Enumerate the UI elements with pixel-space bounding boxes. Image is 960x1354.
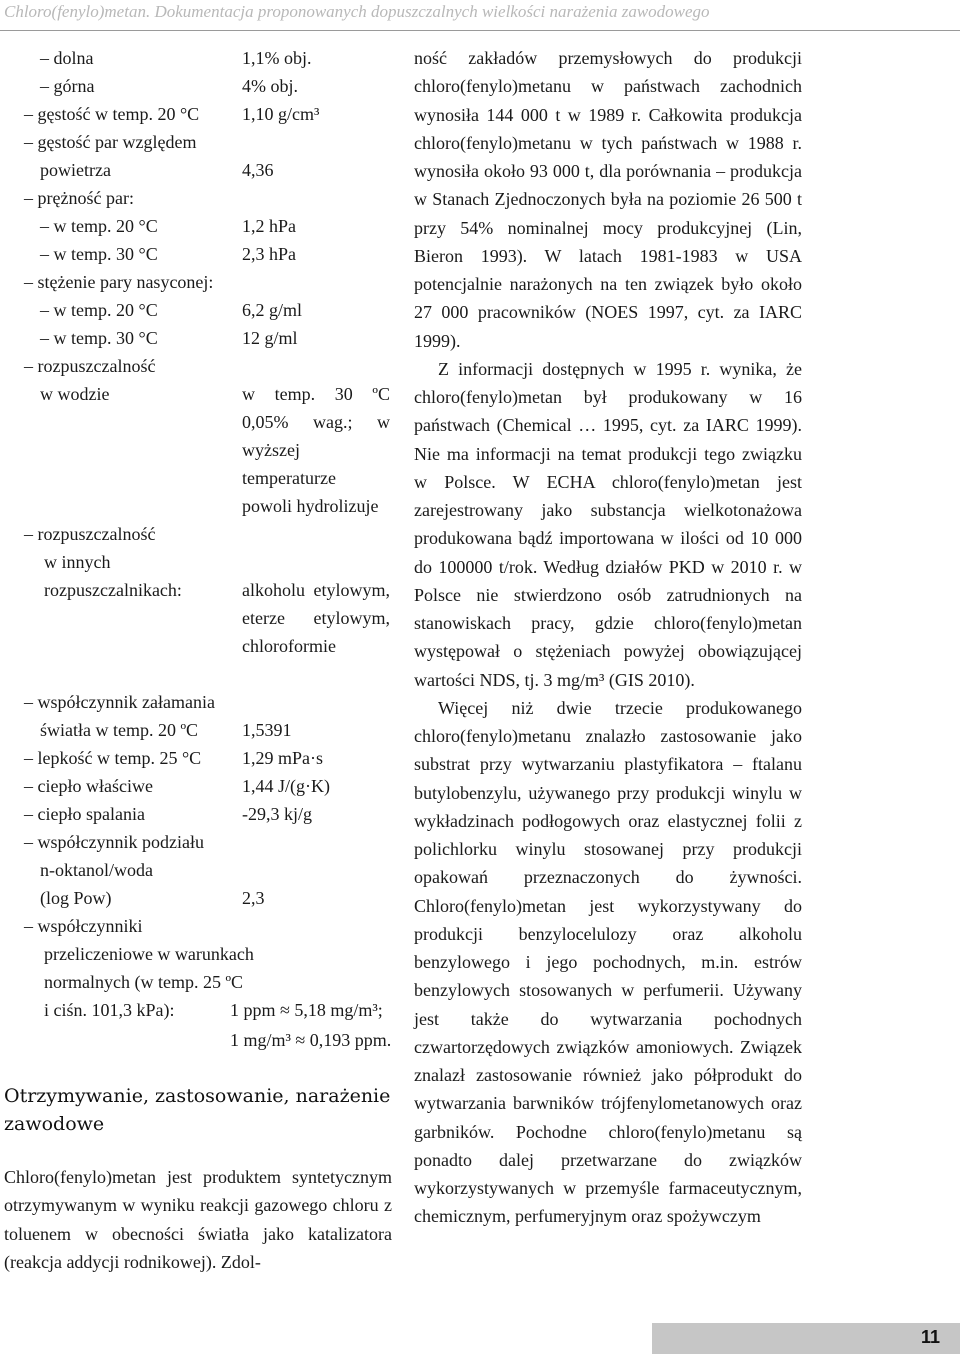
property-value: 4% obj. [242, 76, 298, 96]
property-label: przeliczeniowe w warunkach [44, 944, 254, 964]
property-label: normalnych (w temp. 25 ºC [44, 972, 244, 992]
property-label: – prężność par: [24, 188, 134, 208]
paragraph: ność zakładów przemysłowych do produkcji chloro(fenylo)metanu w państwach zachodnich wynosiła 144 000 t w 1989 r. Całkowita produkcja chloro(fenylo)metanu w tych państwach w 1988 r. wynosiła około 93 000 t, dla porównania – produkcja w Stanach Zjednoczonych była na poziomie 26 500 t przy 54% nominalnej mocy produkcyjnej (Lin, Bieron 1993). W latach 1981-1983 w USA potencjalnie narażonych na ten związek było około 27 000 pracowników (NOES 1997, cyt. za IARC 1999). [414, 48, 802, 351]
property-label: – ciepło właściwe [24, 776, 153, 796]
property-label: – współczynnik załamania [24, 692, 215, 712]
right-column [414, 44, 802, 1231]
property-label: i ciśn. 101,3 kPa): [44, 1000, 175, 1020]
property-value-multiline: w temp. 30 ºC 0,05% wag.; w wyższej temperaturze powoli hydrolizuje [242, 384, 390, 516]
property-value: 4,36 [242, 160, 274, 180]
property-label: – w temp. 30 °C [40, 244, 158, 264]
property-value: 1 ppm ≈ 5,18 mg/m³; [230, 1000, 383, 1020]
property-value: 1,29 mPa·s [242, 748, 323, 768]
property-label: – rozpuszczalność [24, 356, 156, 376]
property-label: rozpuszczalnikach: [44, 580, 182, 600]
section-heading: Otrzymywanie, zastosowanie, narażenie zawodowe [4, 1085, 391, 1135]
property-value: 1,44 J/(g·K) [242, 776, 330, 796]
property-label: n-oktanol/woda [40, 860, 153, 880]
property-label: – współczynniki [24, 916, 143, 936]
property-value: 1 mg/m³ ≈ 0,193 ppm. [230, 1030, 392, 1050]
property-value-multiline: alkoholu etylowym, eterze etylowym, chloroformie [242, 580, 390, 656]
page-number: 11 [920, 1327, 940, 1347]
property-label: – współczynnik podziału [24, 832, 204, 852]
property-label: – w temp. 20 °C [40, 216, 158, 236]
property-value: 12 g/ml [242, 328, 298, 348]
property-label: – lepkość w temp. 25 °C [24, 748, 202, 768]
property-label: światła w temp. 20 ºC [40, 720, 199, 740]
property-label: – gęstość par względem [24, 132, 197, 152]
property-label: – rozpuszczalność [24, 524, 156, 544]
property-label: – dolna [40, 48, 94, 68]
property-label: – ciepło spalania [24, 804, 145, 824]
property-value: 1,1% obj. [242, 48, 312, 68]
property-value: 6,2 g/ml [242, 300, 303, 320]
paragraph: Z informacji dostępnych w 1995 r. wynika, że chloro(fenylo)metan był produkowany w 16 państwach (Chemical … 1995, cyt. za IARC 1999). Nie ma informacji na temat produkcji tego związku w Polsce. W ECHA chloro(fenylo)metan jest zarejestrowany jako substancja wielkotonażowa produkowana bądź importowana w ilości od 10 000 do 100000 t/rok. Według działów PKD w 2010 r. w Polsce nie stwierdzono osób zatrudnionych na stanowiskach pracy, gdzie chloro(fenylo)metan występował o stężeniach powyżej obowiązującej wartości NDS, tj. 3 mg/m³ (GIS 2010). [414, 358, 802, 690]
header-title: Chloro(fenylo)metan. Dokumentacja proponowanych dopuszczalnych wielkości narażenia zawodowego [4, 2, 710, 21]
property-label: powietrza [40, 160, 111, 180]
property-label: – w temp. 30 °C [40, 328, 158, 348]
property-label: w wodzie [40, 384, 110, 404]
property-label: w innych [44, 552, 111, 572]
property-value: -29,3 kj/g [242, 804, 312, 824]
property-label: – stężenie pary nasyconej: [24, 272, 214, 292]
left-paragraph: Chloro(fenylo)metan jest produktem syntetycznym otrzymywanym w wyniku reakcji gazowego chloru z toluenem w obecności światła jako katalizatora (reakcja addycji rodnikowej). Zdol- [4, 1167, 392, 1272]
footer-bar [652, 1323, 960, 1354]
running-header [0, 0, 960, 31]
property-label: – w temp. 20 °C [40, 300, 158, 320]
property-value: 1,2 hPa [242, 216, 296, 236]
property-label: – gęstość w temp. 20 °C [24, 104, 200, 124]
property-label: – górna [40, 76, 95, 96]
property-label: (log Pow) [40, 888, 112, 908]
property-value: 2,3 [242, 888, 265, 908]
paragraph: Więcej niż dwie trzecie produkowanego chloro(fenylo)metanu znalazło zastosowanie jako substrat przy wytwarzaniu plastyfikatora – ftalanu butylobenzylu, używanego przy produkcji winylu w wykładzinach podłogowych oraz elastycznej folii z polichlorku winylu stosowanej przy produkcji opakowań przeznaczonych do żywności. Chloro(fenylo)metan jest wykorzystywany do produkcji benzylocelulozy oraz alkoholu benzylowego i jego pochodnych, m.in. estrów benzylowych stosowanych w perfumerii. Używany jest także do wytwarzania pochodnych czwartorzędowych związków amoniowych. Związek znalazł zastosowanie również jako półprodukt do wytwarzania barwników trójfenylometanowych oraz garbników. Pochodne chloro(fenylo)metanu są ponadto dalej przetwarzane do związków wykorzystywanych w przemyśle farmaceutycznym, chemicznym, perfumeryjnym oraz spożywczym [414, 697, 802, 1227]
property-value: 1,5391 [242, 720, 292, 740]
property-value: 2,3 hPa [242, 244, 296, 264]
property-value: 1,10 g/cm³ [242, 104, 320, 124]
